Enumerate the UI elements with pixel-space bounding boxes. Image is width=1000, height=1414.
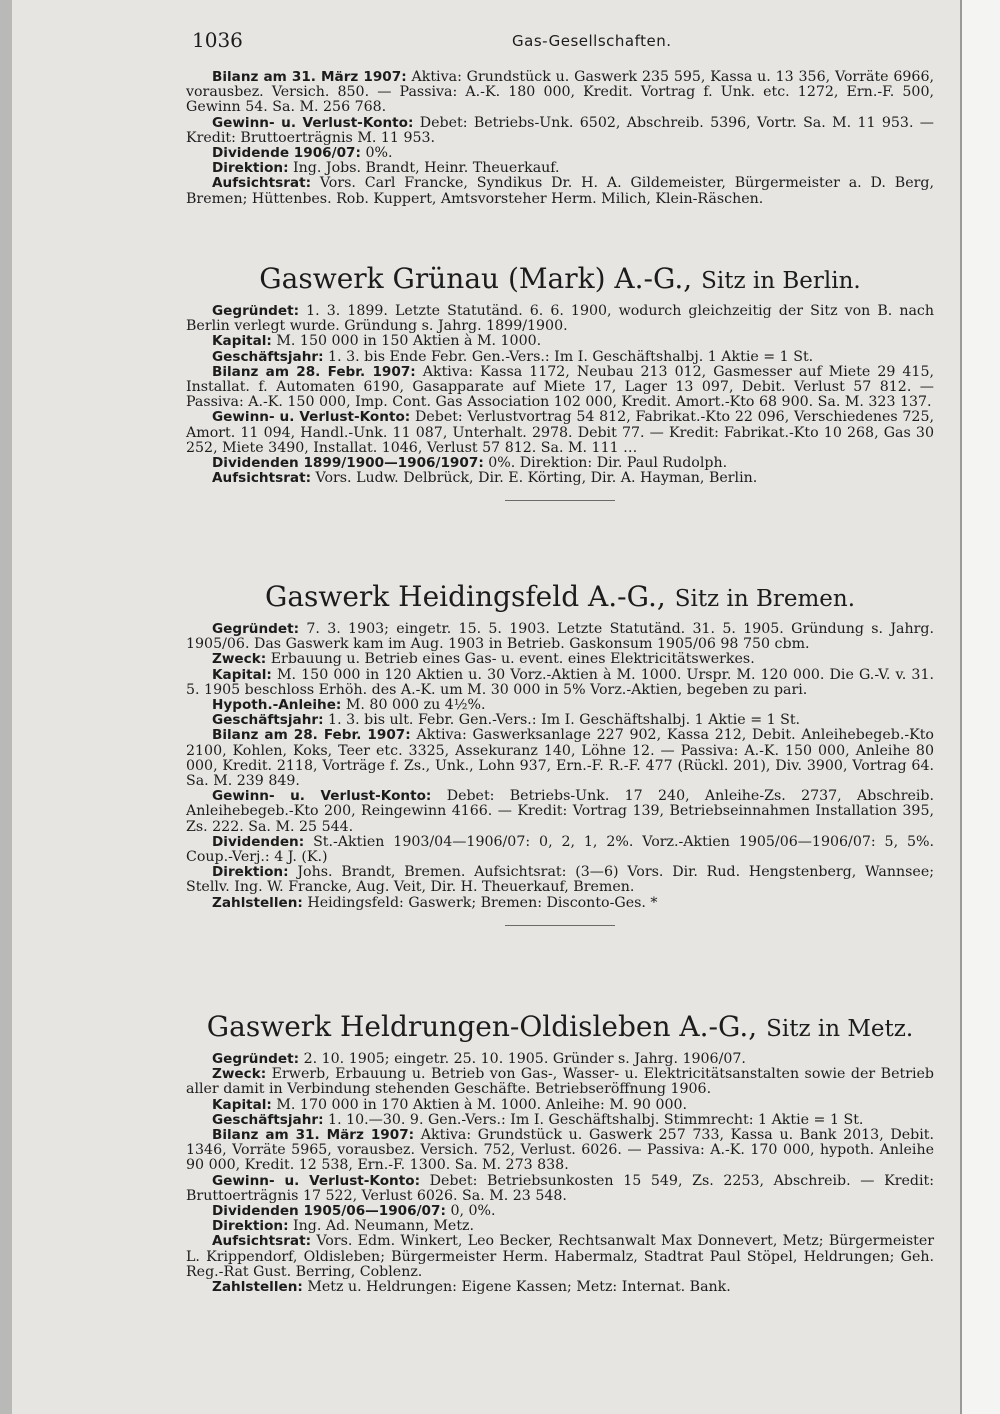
paragraph-text: 7. 3. 1903; eingetr. 15. 5. 1903. Letzte Statutänd. 31. 5. 1905. Gründung s. Jahrg. 1905/06. Das Gaswerk kam im Aug. 1903 in Betrieb. Gaskonsum 1905/06 98 750 cbm.: [186, 621, 934, 653]
paragraph-text: 1. 10.—30. 9. Gen.-Vers.: Im I. Geschäftshalbj. Stimmrecht: 1 Aktie = 1 St.: [328, 1111, 864, 1128]
entry-paragraph: [186, 471, 934, 486]
paragraph-label: Zweck:: [212, 651, 267, 668]
entry-paragraph: [186, 1098, 934, 1113]
paragraph-label: Kapital:: [212, 333, 272, 350]
entry-paragraph: [186, 410, 934, 456]
entry-paragraph: [186, 1067, 934, 1097]
entry-paragraph: [186, 668, 934, 698]
paragraph-label: Hypoth.-Anleihe:: [212, 697, 342, 714]
page-gutter: [0, 0, 12, 1414]
paragraph-label: Dividende 1906/07:: [212, 145, 361, 162]
section-divider: [505, 500, 615, 501]
paragraph-label: Gegründet:: [212, 1051, 300, 1067]
paragraph-label: Gewinn- u. Verlust-Konto:: [212, 114, 414, 131]
paragraph-label: Aufsichtsrat:: [212, 1233, 311, 1250]
entry-paragraph: [186, 1113, 934, 1128]
paragraph-label: Geschäftsjahr:: [212, 712, 324, 729]
paragraph-text: Debet: Betriebs-Unk. 17 240, Anleihe-Zs. 2737, Abschreib. Anleihebegeb.-Kto 200, Reingewinn 4166. — Kredit: Vortrag 139, Betriebseinnahmen Installation 395, Zs. 222. Sa. M. 25 544.: [186, 788, 934, 835]
section-divider: [505, 925, 615, 926]
paragraph-text: Heidingsfeld: Gaswerk; Bremen: Disconto-Ges. *: [307, 894, 658, 911]
paragraph-text: 1. 3. bis Ende Febr. Gen.-Vers.: Im I. Geschäftshalbj. 1 Aktie = 1 St.: [328, 348, 814, 365]
entry-paragraph: [186, 713, 934, 728]
page-edge-strip: [960, 0, 1000, 1414]
paragraph-text: Debet: Betriebs-Unk. 6502, Abschreib. 5396, Vortr. Sa. M. 11 953. — Kredit: Bruttoerträgnis M. 11 953.: [186, 114, 934, 146]
paragraph-text: Vors. Carl Francke, Syndikus Dr. H. A. Gildemeister, Bürgermeister a. D. Berg, Bremen; Hüttenbes. Rob. Kuppert, Amtsvorsteher Herm. Milich, Klein-Räschen.: [186, 175, 934, 207]
paragraph-label: Direktion:: [212, 1218, 289, 1235]
entry-paragraph: [186, 1128, 934, 1174]
paragraph-text: 0%. Direktion: Dir. Paul Rudolph.: [488, 455, 728, 472]
paragraph-label: Kapital:: [212, 666, 272, 683]
entry-paragraph: [186, 350, 934, 365]
paragraph-text: 0, 0%.: [450, 1203, 496, 1220]
entry-paragraph: [186, 1219, 934, 1234]
company-seat: Sitz in Berlin.: [701, 268, 861, 294]
entry-paragraph: [186, 835, 934, 865]
paragraph-label: Dividenden:: [212, 833, 305, 850]
paragraph-label: Bilanz am 31. März 1907:: [212, 69, 407, 85]
paragraph-label: Zahlstellen:: [212, 894, 303, 911]
top-entry: [186, 70, 934, 207]
page-number: 1036: [192, 28, 243, 52]
paragraph-text: Johs. Brandt, Bremen. Aufsichtsrat: (3—6) Vors. Dir. Rud. Hengstenberg, Wannsee; Stellv. Ing. W. Francke, Aug. Veit, Dir. H. Theuerkauf, Bremen.: [186, 864, 934, 896]
paragraph-label: Dividenden 1905/06—1906/07:: [212, 1203, 446, 1220]
entry-paragraph: [186, 304, 934, 334]
paragraph-text: Ing. Ad. Neumann, Metz.: [293, 1218, 474, 1235]
paragraph-text: Vors. Edm. Winkert, Leo Becker, Rechtsanwalt Max Donnevert, Metz; Bürgermeister L. Krippendorf, Oldisleben; Bürgermeister Herm. Habermalz, Stadtrat Paul Stöpel, Heldrungen; Geh. Reg.-Rat Gust. Berring, Coblenz.: [186, 1233, 934, 1280]
paragraph-label: Geschäftsjahr:: [212, 1111, 324, 1128]
entry-paragraph: [186, 365, 934, 411]
paragraph-label: Bilanz am 28. Febr. 1907:: [212, 363, 416, 380]
paragraph-label: Kapital:: [212, 1096, 272, 1113]
company-entry-heidingsfeld: [186, 580, 934, 926]
paragraph-label: Gegründet:: [212, 303, 300, 319]
paragraph-text: Aktiva: Kassa 1172, Neubau 213 012, Gasmesser auf Miete 29 415, Installat. f. Automaten 6190, Gasapparate auf Miete 17, Lager 13 097, Debit. Verlust 57 812. — Passiva: A.-K. 150 000, Imp. Cont. Gas Association 102 000, Kredit. Amort.-Kto 68 900. Sa. M. 323 137.: [186, 363, 934, 411]
paragraph-label: Geschäftsjahr:: [212, 348, 324, 365]
paragraph-text: Aktiva: Grundstück u. Gaswerk 257 733, Kassa u. Bank 2013, Debit. 1346, Vorräte 5965, vorausbez. Versich. 752, Verlust. 6026. — Passiva: A.-K. 170 000, hypoth. Anleihe 90 000, Kredit. 12 538, Ern.-F. 1300. Sa. M. 273 838.: [186, 1127, 934, 1174]
paragraph-text: M. 150 000 in 120 Aktien u. 30 Vorz.-Aktien à M. 1000. Urspr. M. 120 000. Die G.-V. v. 31. 5. 1905 beschloss Erhöh. des A.-K. um M. 30 000 in 5% Vorz.-Aktien, begeben zu pari.: [186, 666, 934, 698]
entry-paragraph: [186, 622, 934, 652]
company-name: Gaswerk Heidingsfeld A.-G.,: [264, 580, 666, 613]
company-seat: Sitz in Bremen.: [674, 586, 856, 612]
paragraph-text: M. 150 000 in 150 Aktien à M. 1000.: [276, 333, 542, 350]
paragraph-label: Zweck:: [212, 1066, 267, 1083]
paragraph-text: Ing. Jobs. Brandt, Heinr. Theuerkauf.: [293, 160, 560, 177]
paragraph-label: Zahlstellen:: [212, 1279, 303, 1296]
entry-paragraph: [186, 456, 934, 471]
paragraph-label: Bilanz am 28. Febr. 1907:: [212, 727, 411, 744]
entry-paragraph: [186, 1174, 934, 1204]
company-entry-heldrungen: [186, 1010, 934, 1295]
paragraph-label: Gewinn- u. Verlust-Konto:: [212, 1172, 421, 1189]
paragraph-label: Direktion:: [212, 864, 289, 881]
paragraph-text: 0%.: [365, 145, 393, 162]
page-header: [0, 28, 1000, 58]
entry-paragraph: [186, 116, 934, 146]
company-heading: [186, 262, 934, 298]
running-title: Gas-Gesellschaften.: [512, 32, 672, 50]
paragraph-text: 2. 10. 1905; eingetr. 25. 10. 1905. Gründer s. Jahrg. 1906/07.: [303, 1051, 746, 1067]
paragraph-label: Dividenden 1899/1900—1906/1907:: [212, 455, 484, 472]
paragraph-text: M. 170 000 in 170 Aktien à M. 1000. Anleihe: M. 90 000.: [276, 1096, 688, 1113]
paragraph-text: Debet: Verlustvortrag 54 812, Fabrikat.-Kto 22 096, Verschiedenes 725, Amort. 11 094, Handl.-Unk. 11 087, Unterhalt. 2978. Debit 77. — Kredit: Fabrikat.-Kto 10 268, Gas 30 252, Miete 3490, Installat. 1046, Verlust 57 812. Sa. M. 111 …: [186, 409, 934, 456]
paragraph-text: Erwerb, Erbauung u. Betrieb von Gas-, Wasser- u. Elektricitätsanstalten sowie der Betrieb aller damit in Verbindung stehenden Geschäfte. Betriebseröffnung 1906.: [186, 1066, 934, 1098]
company-seat: Sitz in Metz.: [766, 1016, 914, 1042]
entry-paragraph: [186, 334, 934, 349]
company-name: Gaswerk Grünau (Mark) A.-G.,: [259, 262, 693, 295]
paragraph-text: Vors. Ludw. Delbrück, Dir. E. Körting, Dir. A. Hayman, Berlin.: [315, 470, 758, 487]
entry-paragraph: [186, 1204, 934, 1219]
entry-paragraph: [186, 1052, 934, 1067]
entry-paragraph: [186, 1280, 934, 1295]
entry-paragraph: [186, 70, 934, 116]
company-entry-gruenau: [186, 262, 934, 501]
paragraph-text: 1. 3. 1899. Letzte Statutänd. 6. 6. 1900, wodurch gleichzeitig der Sitz von B. nach Berlin verlegt wurde. Gründung s. Jahrg. 1899/1900.: [186, 303, 934, 335]
paragraph-label: Bilanz am 31. März 1907:: [212, 1127, 415, 1144]
entry-paragraph: [186, 176, 934, 206]
entry-paragraph: [186, 896, 934, 911]
paragraph-text: 1. 3. bis ult. Febr. Gen.-Vers.: Im I. Geschäftshalbj. 1 Aktie = 1 St.: [328, 712, 801, 729]
paragraph-text: St.-Aktien 1903/04—1906/07: 0, 2, 1, 2%. Vorz.-Aktien 1905/06—1906/07: 5, 5%. Coup.-Verj.: 4 J. (K.): [186, 833, 934, 866]
paragraph-label: Aufsichtsrat:: [212, 470, 311, 487]
paragraph-text: Aktiva: Gaswerksanlage 227 902, Kassa 212, Debit. Anleihebegeb.-Kto 2100, Kohlen, Koks, Teer etc. 3325, Assekuranz 140, Löhne 12. — Passiva: A.-K. 150 000, Anleihe 80 000, Kredit. 2118, Vorträge f. Zs., Unk., Lohn 937, Ern.-F. R.-F. 477 (Rückl. 201), Div. 3900, Vortrag 64. Sa. M. 239 849.: [186, 727, 934, 790]
paragraph-text: Debet: Betriebsunkosten 15 549, Zs. 2253, Abschreib. — Kredit: Bruttoerträgnis 17 522, Verlust 6026. Sa. M. 23 548.: [186, 1172, 934, 1204]
entry-paragraph: [186, 728, 934, 789]
entry-paragraph: [186, 652, 934, 667]
paragraph-text: M. 80 000 zu 4½%.: [345, 697, 486, 714]
entry-paragraph: [186, 865, 934, 895]
company-heading: [186, 580, 934, 616]
entry-paragraph: [186, 161, 934, 176]
paragraph-label: Direktion:: [212, 160, 289, 177]
entry-paragraph: [186, 789, 934, 835]
entry-paragraph: [186, 1234, 934, 1280]
paragraph-label: Aufsichtsrat:: [212, 175, 311, 192]
entry-paragraph: [186, 146, 934, 161]
paragraph-text: Metz u. Heldrungen: Eigene Kassen; Metz: Internat. Bank.: [307, 1279, 731, 1296]
paragraph-text: Erbauung u. Betrieb eines Gas- u. event. eines Elektricitätswerkes.: [270, 651, 755, 668]
paragraph-label: Gewinn- u. Verlust-Konto:: [212, 788, 432, 805]
company-heading: [186, 1010, 934, 1046]
paragraph-text: Aktiva: Grundstück u. Gaswerk 235 595, Kassa u. 13 356, Vorräte 6966, vorausbez. Versich. 850. — Passiva: A.-K. 180 000, Kredit. Vortrag f. Unk. etc. 1272, Ern.-F. 500, Gewinn 54. Sa. M. 256 768.: [186, 69, 935, 116]
company-name: Gaswerk Heldrungen-Oldisleben A.-G.,: [206, 1010, 758, 1043]
entry-paragraph: [186, 698, 934, 713]
paragraph-label: Gewinn- u. Verlust-Konto:: [212, 409, 411, 426]
paragraph-label: Gegründet:: [212, 621, 300, 637]
